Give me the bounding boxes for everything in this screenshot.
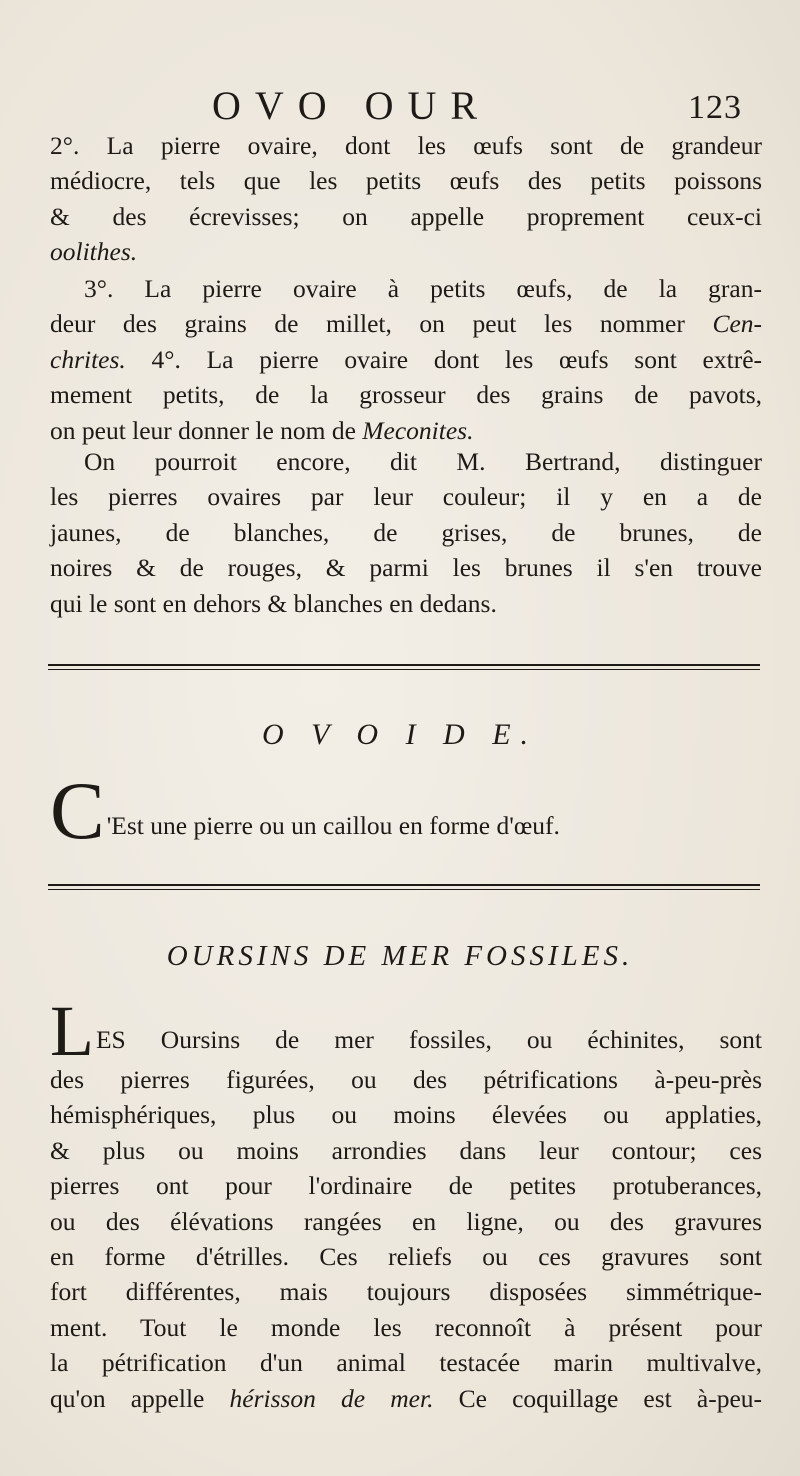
paragraph-pierre-ovaire-2 <box>50 128 762 270</box>
text-line: ment. Tout le monde les reconnoît à présent pour <box>50 1312 762 1342</box>
italic-term: oolithes. <box>50 237 138 267</box>
text-fragment: on peut leur donner le nom de <box>50 415 356 445</box>
text-line: jaunes, de blanches, de grises, de brunes, de <box>50 517 762 547</box>
text-line <box>50 342 762 377</box>
paragraph-oursins <box>50 991 763 1416</box>
text-fragment: qu'on appelle <box>50 1383 205 1413</box>
running-head <box>0 84 800 128</box>
section-rule <box>48 664 760 670</box>
text-fragment: Ce coquillage est à-peu- <box>458 1383 763 1413</box>
heading-ovoide: O V O I D E. <box>261 718 539 751</box>
heading-oursins: OURSINS DE MER FOSSILES. <box>166 940 634 972</box>
text-line: & des écrevisses; on appelle proprement ceux-ci <box>50 201 762 231</box>
text-line: 3°. La pierre ovaire à petits œufs, de la gran- <box>84 274 762 303</box>
text-line: noires & de rouges, & parmi les brunes il s'en trouve <box>50 553 762 583</box>
drop-cap: L <box>50 991 94 1071</box>
text-fragment: 4°. La pierre ovaire dont les œufs sont extrê- <box>151 344 763 374</box>
drop-cap: C <box>50 765 105 856</box>
text-line: On pourroit encore, dit M. Bertrand, distinguer <box>84 447 762 476</box>
text-line <box>50 1381 762 1416</box>
text-line <box>50 413 762 448</box>
paragraph-pierre-ovaire-3-4 <box>50 271 762 448</box>
paragraph-bertrand <box>50 444 762 621</box>
text-line: 'Est une pierre ou un caillou en forme d'œuf. <box>106 811 560 840</box>
text-line: hémisphériques, plus ou moins élevées ou applaties, <box>50 1100 762 1130</box>
text-line: les pierres ovaires par leur couleur; il y en a de <box>50 482 762 512</box>
italic-term: hérisson de mer. <box>229 1383 434 1413</box>
text-line <box>50 306 762 341</box>
italic-term: Cen- <box>712 309 763 339</box>
text-line: ES Oursins de mer fossiles, ou échinites, sont <box>95 1025 762 1054</box>
text-line: & plus ou moins arrondies dans leur contour; ces <box>50 1135 762 1165</box>
text-line: en forme d'étrilles. Ces reliefs ou ces gravures sont <box>50 1242 762 1272</box>
text-line: la pétrification d'un animal testacée marin multivalve, <box>50 1348 762 1378</box>
running-head-title: OVO OUR <box>212 83 492 128</box>
section-rule <box>48 884 760 890</box>
page-number: 123 <box>688 89 742 126</box>
text-fragment: deur des grains de millet, on peut les nommer <box>50 309 685 339</box>
text-line <box>50 234 762 269</box>
text-line: fort différentes, mais toujours disposées simmétrique- <box>50 1277 762 1307</box>
text-line: 2°. La pierre ovaire, dont les œufs sont de grandeur <box>50 131 762 160</box>
text-line: mement petits, de la grosseur des grains de pavots, <box>50 380 762 410</box>
paragraph-ovoide <box>50 765 762 856</box>
italic-term: Meconites. <box>362 415 474 445</box>
italic-term: chrites. <box>50 344 126 374</box>
text-line: qui le sont en dehors & blanches en dedans. <box>50 588 497 618</box>
text-line: médiocre, tels que les petits œufs des petits poissons <box>50 166 762 196</box>
text-line: pierres ont pour l'ordinaire de petites protuberances, <box>50 1171 762 1201</box>
text-line: ou des élévations rangées en ligne, ou des gravures <box>50 1206 762 1236</box>
text-line: des pierres figurées, ou des pétrifications à-peu-près <box>50 1065 762 1094</box>
